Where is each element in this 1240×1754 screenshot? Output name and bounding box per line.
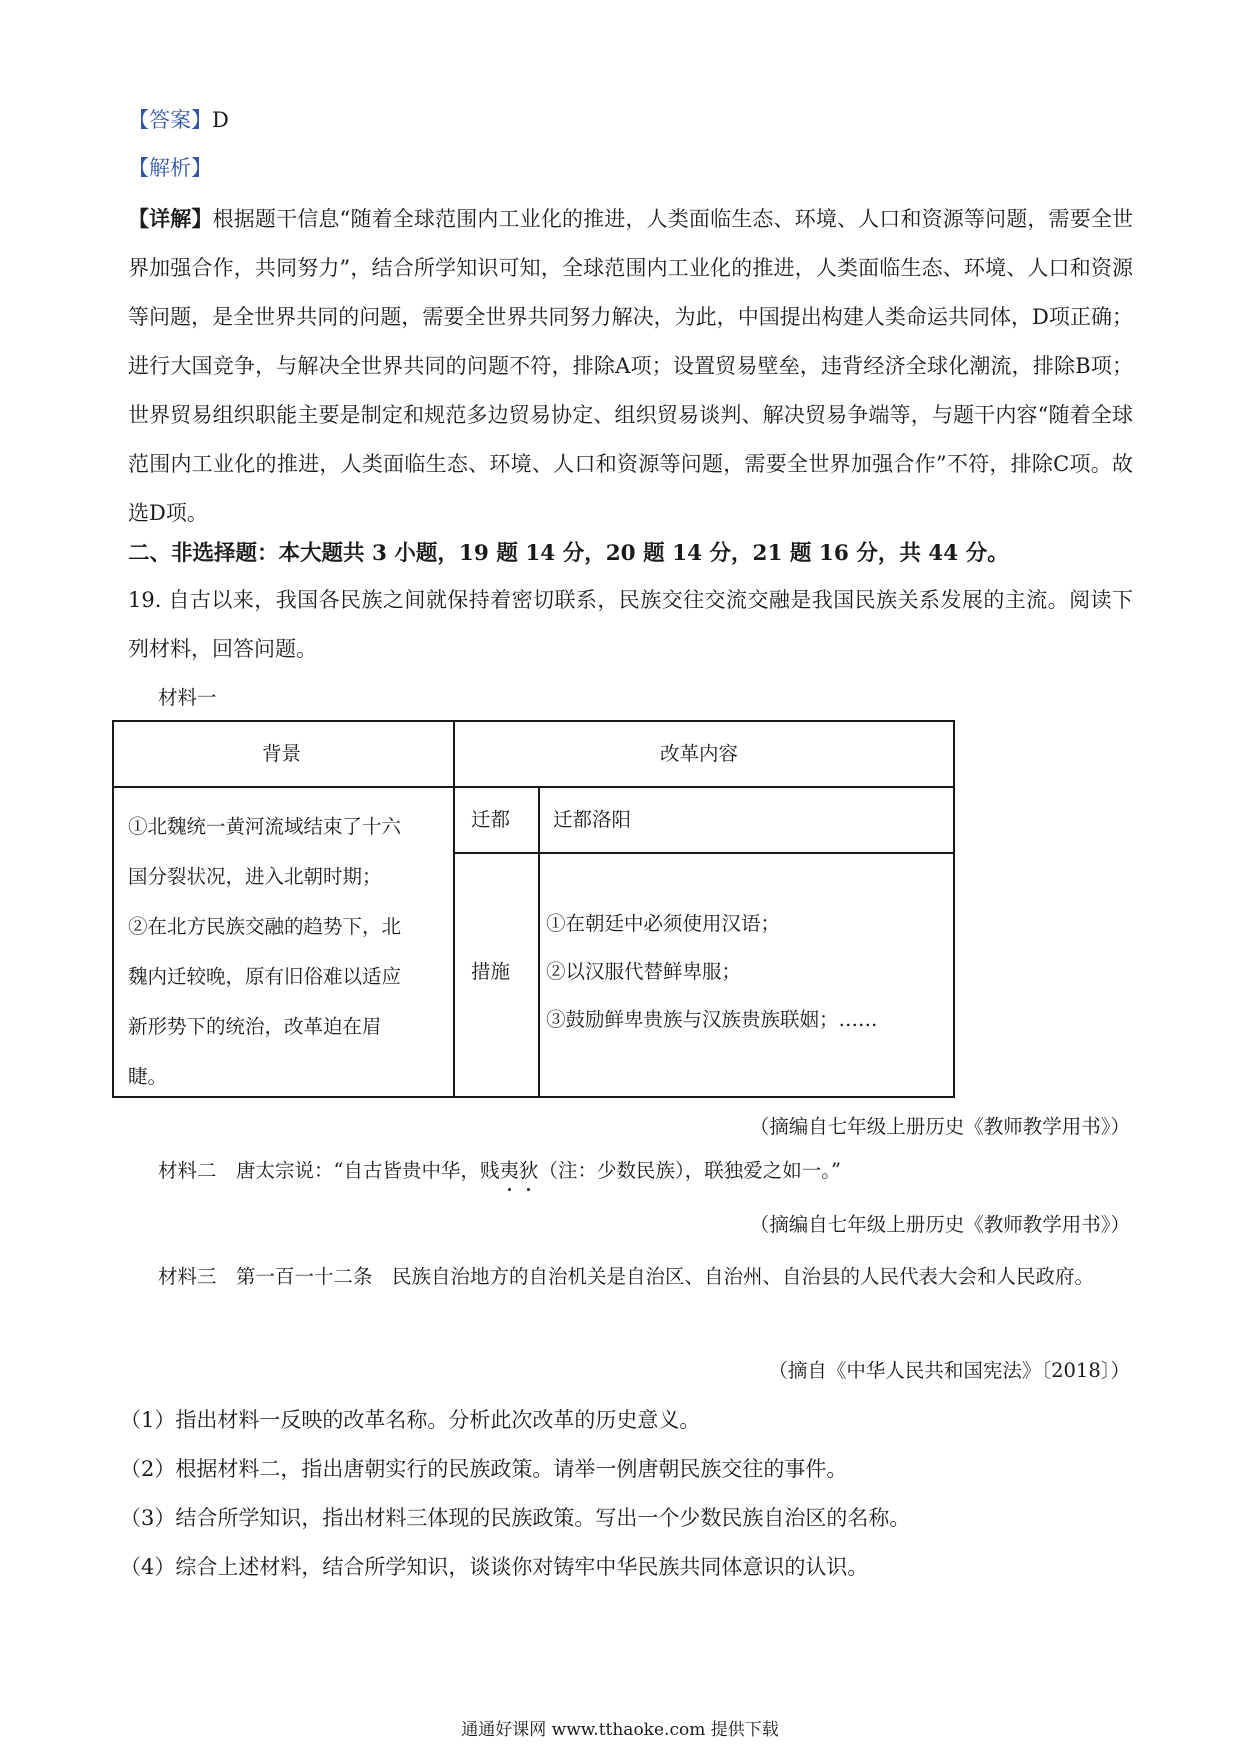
background-cell [128,802,440,1102]
background-line: 睫。 [128,1065,168,1088]
sub-question-2: （2）根据材料二，指出唐朝实行的民族政策。请举一例唐朝民族交往的事件。 [120,1457,848,1481]
question-19-stem: 19. 自古以来，我国各民族之间就保持着密切联系，民族交往交流交融是我国民族关系发展的主流。阅读下列材料，回答问题。 [128,588,1133,661]
analysis-line [128,154,212,182]
sub-question-4: （4）综合上述材料，结合所学知识，谈谈你对铸牢中华民族共同体意识的认识。 [120,1555,869,1579]
section-title: 二、非选择题：本大题共 3 小题，19 题 14 分，20 题 14 分，21 题 16 分，共 44 分。 [128,541,1009,566]
background-line: 魏内迁较晚，原有旧俗难以适应 [128,965,402,988]
detail-label: 【详解】 [128,206,213,231]
sub-question-1: （1）指出材料一反映的改革名称。分析此次改革的历史意义。 [120,1408,701,1432]
detail-paragraph [128,194,1133,538]
header-background: 背景 [262,742,302,765]
row1-label: 迁都 [471,808,511,831]
analysis-label: 【解析】 [128,156,212,180]
background-line: ②在北方民族交融的趋势下，北 [128,915,402,938]
material-2-suffix: （注：少数民族），联独爱之如一。” [538,1159,841,1182]
row2-item: ①在朝廷中必须使用汉语； [546,912,781,935]
reform-table [112,720,955,1098]
material-1-label: 材料一 [158,686,217,709]
source-3: （摘自《中华人民共和国宪法》〔2018〕） [768,1359,1130,1382]
material-2 [158,1157,841,1185]
material-2-dotted: 夷狄 [499,1159,538,1182]
source-1: （摘编自七年级上册历史《教师教学用书》） [749,1115,1130,1138]
row2-label: 措施 [471,960,511,983]
row2-item: ②以汉服代替鲜卑服； [546,960,742,983]
answer-value: D [212,108,229,132]
source-2: （摘编自七年级上册历史《教师教学用书》） [749,1213,1130,1236]
header-content: 改革内容 [660,742,739,765]
background-line: 国分裂状况，进入北朝时期； [128,865,382,888]
background-line: ①北魏统一黄河流域结束了十六 [128,815,402,838]
footer: 通通好课网 www.tthaoke.com 提供下载 [461,1720,779,1740]
answer-line [128,106,229,134]
detail-text: 根据题干信息“随着全球范围内工业化的推进，人类面临生态、环境、人口和资源等问题，需要全世界加强合作，共同努力”，结合所学知识可知，全球范围内工业化的推进，人类面临生态、环境、人口和资源等问题，是全世界共同的问题，需要全世界共同努力解决，为此，中国提出构建人类命运共同体，D项正确；进行大国竞争，与解决全世界共同的问题不符，排除A项；设置贸易壁垒，违背经济全球化潮流，排除B项；世界贸易组织职能主要是制定和规范多边贸易协定、组织贸易谈判、解决贸易争端等，与题干内容“随着全球范围内工业化的推进，人类面临生态、环境、人口和资源等问题，需要全世界加强合作”不符，排除C项。故选D项。 [128,207,1134,525]
row2-item: ③鼓励鲜卑贵族与汉族贵族联姻；…… [546,1008,878,1031]
material-3: 材料三 第一百一十二条 民族自治地方的自治机关是自治区、自治州、自治县的人民代表大会和人民政府。 [158,1265,1095,1288]
answer-label: 【答案】 [128,108,212,132]
material-2-prefix: 材料二 唐太宗说：“自古皆贵中华，贱 [158,1159,500,1182]
row1-value: 迁都洛阳 [553,808,632,831]
background-line: 新形势下的统治，改革迫在眉 [128,1015,382,1038]
sub-question-3: （3）结合所学知识，指出材料三体现的民族政策。写出一个少数民族自治区的名称。 [120,1506,911,1530]
